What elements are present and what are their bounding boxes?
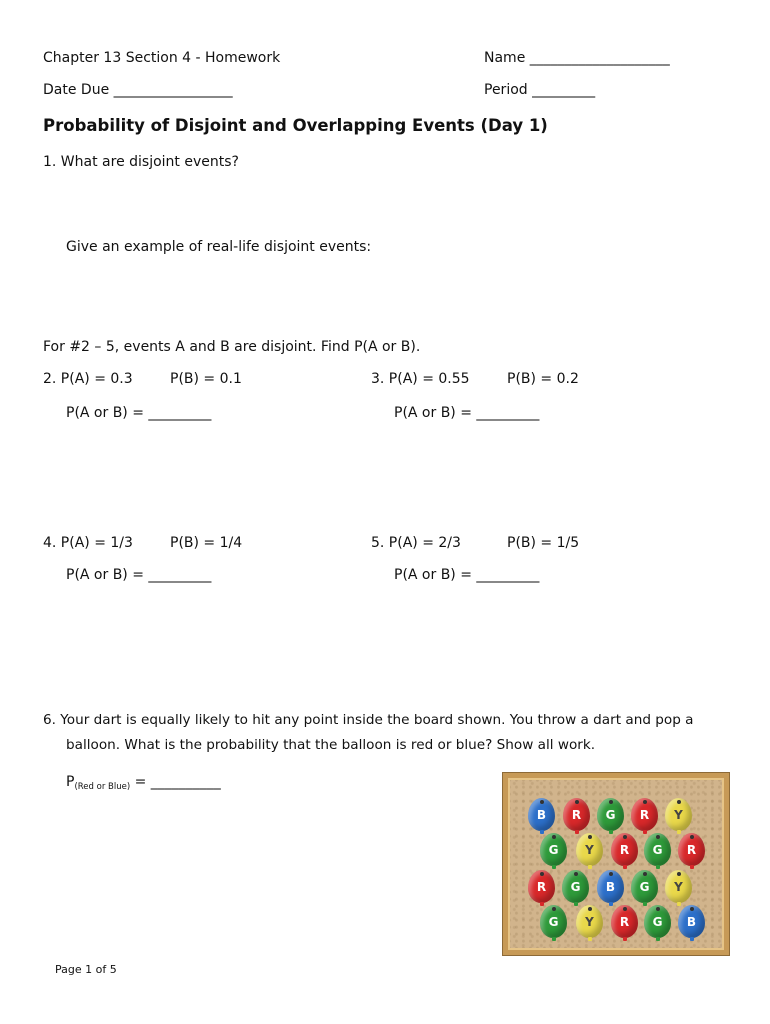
question-1-example: Give an example of real-life disjoint events: [66, 239, 372, 255]
balloon-letter: G [652, 842, 663, 857]
problem-4-pa: 4. P(A) = 1/3 [43, 535, 133, 551]
balloon-r0-c0 [528, 798, 555, 831]
balloon-letter: R [639, 807, 650, 822]
balloon-r1-c1 [576, 833, 603, 866]
balloon-letter: Y [585, 842, 594, 857]
balloon-r3-c0 [540, 905, 567, 938]
balloon-r3-c1 [576, 905, 603, 938]
instructions-2-5: For #2 – 5, events A and B are disjoint. Find P(A or B). [43, 339, 421, 355]
problem-5-answer: P(A or B) = _________ [394, 567, 540, 583]
balloon-r0-c3 [631, 798, 658, 831]
problem-3-pa: 3. P(A) = 0.55 [371, 371, 470, 387]
balloon-letter: B [536, 807, 547, 822]
balloon-letter: B [686, 914, 697, 929]
balloon-r1-c4 [678, 833, 705, 866]
chapter-heading: Chapter 13 Section 4 - Homework [43, 50, 281, 66]
balloon-letter: G [548, 842, 559, 857]
prob-symbol: P [66, 774, 75, 790]
balloon-letter: G [652, 914, 663, 929]
balloon-letter: R [536, 879, 547, 894]
dart-board [503, 773, 729, 955]
balloon-r0-c2 [597, 798, 624, 831]
problem-4-answer: P(A or B) = _________ [66, 567, 212, 583]
period-field: Period _________ [484, 82, 596, 98]
balloon-letter: B [605, 879, 616, 894]
problem-3-pb: P(B) = 0.2 [507, 371, 579, 387]
balloon-r2-c4 [665, 870, 692, 903]
balloon-r2-c2 [597, 870, 624, 903]
balloon-letter: Y [674, 879, 683, 894]
problem-5-pb: P(B) = 1/5 [507, 535, 580, 551]
prob-blank: = __________ [130, 774, 221, 790]
page-title: Probability of Disjoint and Overlapping Events (Day 1) [43, 116, 548, 135]
balloon-letter: G [605, 807, 616, 822]
prob-subscript: (Red or Blue) [74, 782, 131, 792]
balloon-letter: G [639, 879, 650, 894]
balloon-r2-c3 [631, 870, 658, 903]
balloon-r2-c1 [562, 870, 589, 903]
balloon-r3-c4 [678, 905, 705, 938]
question-6-line-2: balloon. What is the probability that the balloon is red or blue? Show all work. [66, 737, 596, 753]
balloon-letter: R [619, 914, 630, 929]
problem-5-pa: 5. P(A) = 2/3 [371, 535, 461, 551]
balloon-letter: G [570, 879, 581, 894]
balloon-letter: R [619, 842, 630, 857]
balloon-r0-c1 [563, 798, 590, 831]
problem-2-answer: P(A or B) = _________ [66, 405, 212, 421]
probability-red-or-blue [66, 774, 221, 790]
problem-2-pb: P(B) = 0.1 [170, 371, 242, 387]
balloon-letter: Y [674, 807, 683, 822]
balloon-r3-c3 [644, 905, 671, 938]
balloon-r0-c4 [665, 798, 692, 831]
balloon-r1-c0 [540, 833, 567, 866]
balloon-r2-c0 [528, 870, 555, 903]
problem-2-pa: 2. P(A) = 0.3 [43, 371, 133, 387]
balloon-letter: R [571, 807, 582, 822]
balloon-r3-c2 [611, 905, 638, 938]
balloon-letter: Y [585, 914, 594, 929]
date-due-field: Date Due _________________ [43, 82, 233, 98]
balloon-r1-c3 [644, 833, 671, 866]
balloon-letter: G [548, 914, 559, 929]
problem-4-pb: P(B) = 1/4 [170, 535, 243, 551]
problem-3-answer: P(A or B) = _________ [394, 405, 540, 421]
page-number: Page 1 of 5 [55, 963, 117, 976]
question-1: 1. What are disjoint events? [43, 154, 239, 170]
name-field: Name ____________________ [484, 50, 670, 66]
question-6-line-1: 6. Your dart is equally likely to hit any point inside the board shown. You throw a dart and pop a [43, 712, 694, 728]
balloon-letter: R [686, 842, 697, 857]
balloon-r1-c2 [611, 833, 638, 866]
